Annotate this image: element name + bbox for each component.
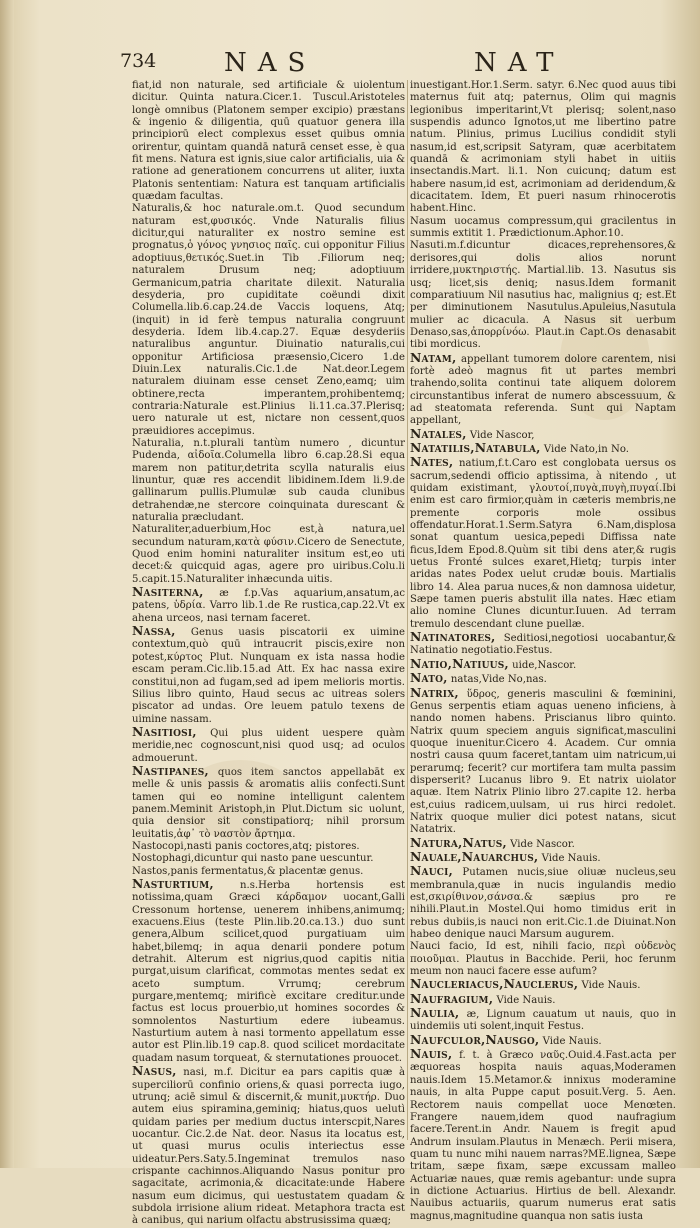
- dictionary-entry: [132, 625, 405, 726]
- dictionary-entry: [132, 438, 405, 524]
- entry-headword: Natales,: [410, 425, 467, 441]
- dictionary-entry: [410, 80, 676, 216]
- entry-headword: Naufragium,: [410, 990, 494, 1006]
- dictionary-entry: [410, 684, 676, 837]
- entry-headword: Natatilis,Natabula,: [410, 439, 541, 455]
- entry-text: Naturaliter,aduerbium,Hoc est,à natura,uel secundum naturam,κατὰ φύσιν.Cicero de Senectute, Quod enim homini naturaliter insitum est,eo uti decet:& quicquid agas, agere pro uiribus.Colu.li 5.capit.15.Naturaliter inhæcunda uitis.: [132, 524, 405, 585]
- entry-headword: Natinatores,: [410, 629, 496, 645]
- entry-text: fiat,id non naturale, sed artificiale & uiolentum dicitur. Quinta natura.Cicer.1. Tuscul.Aristoteles longè omnibus (Platonem semper excipio) præstans & ingenio & diligentia, quū quatuor genera illa principiorū elect complexus esset quibus omnia orirentur, quintam quandā naturā censet esse, è qua fit mens. Natura est ignis,siue calor artificialis, uia & ratione ad generationem concurrens ut aliter, iuxta Platonis sententiam: Natura est tanquam artificialis quædam facultas.: [132, 80, 405, 203]
- dictionary-entry: [410, 941, 676, 978]
- entry-text: inuestigant.Hor.1.Serm. satyr. 6.Nec quod auus tibi maternus fuit atq; paternus, Olim qui magnis legionibus imperitarint,Vt plerisq; solent,naso suspendis adunco Ignotos,ut me libertino patre natum. Plinius, primus Lucilius condidit styli nasum,id est,scripsit Satyram, quæ acerbitatem quandā & acrimoniam styli habet in uitiis insectandis.Mart. li.1. Non cuicunq; datum est habere nasum,id est, acrimoniam ad deridendum,& dicacitatem. Idem, Et pueri nasum rhinocerotis habent.Hinc.: [410, 80, 676, 215]
- dictionary-entry: [410, 349, 676, 428]
- entry-headword: Naulia,: [410, 1005, 460, 1021]
- dictionary-entry: [132, 524, 405, 586]
- dictionary-entry: [132, 203, 405, 438]
- entry-headword: Nauci,: [410, 863, 454, 879]
- entry-text: Nostophagi,dicuntur qui nasto pane uescuntur.: [132, 853, 374, 865]
- entry-text: Seditiosi,negotiosi uocabantur,& Natinatio negotiatio.Festus.: [410, 633, 676, 657]
- entry-headword: Nato,: [410, 670, 448, 686]
- entry-text: appellant tumorem dolore carentem, nisi fortè adeò magnus fit ut partes membri trahendo,solita continui tate aliquem dolorem circunstantibus inferat de numero abscessuum, & ad steatomata referenda. Sunt qui Naptam appellant,: [410, 353, 676, 427]
- entry-text: Vide Nauis.: [542, 1035, 602, 1047]
- entry-text: f. t. à Græco ναῦς.Ouid.4.Fast.acta per æquoreas hospita nauis aquas,Moderamen nauis.Idem 15.Metamor.& innixus moderamine nauis, in alta Puppe caput posuit.Verg. 5. Aen. Rectorem nauis compellat uoce Menœten. Frangere nauem,idem quod naufragium facere.Terent.in Andr. Nauem is fregit apud Andrum insulam.Plautus in Menæch. Perii misera, quam tu nunc mihi nauem narras?ME.lignea, Sæpe tritam, sæpe fixam, sæpe excussam malleo Actuariæ naues, quæ remis agebantur: unde supra in dictione Actuarius. Hirtius de bell. Alexandr. Nauibus actuariis, quarum numerus erat satis magnus,magnitudine quanqua non satis iusta: [410, 1050, 676, 1222]
- entry-text: nasi, m.f. Dicitur ea pars capitis quæ à superciliorū confinio oriens,& quasi porrecta iugo, utrunq; aciē simul & discernit,& munit,μυκτήρ. Duo autem eius spiramina,geminiq; hiatus,quos uelutì quidam paries per medium ductus interscpit,Nares uocantur. Cic.2.de Nat. deor. Nasus ita locatus est, ut quasi murus oculis interiectus esse uideatur.Pers.Saty.5.Ingeminat tremulos naso crispante cachinnos.Aliquando Nasus ponitur pro sagacitate, acrimonia,& dicacitate:unde Habere nasum eum dicimus, qui uestustatem quadam & subdola irrisione alium rideat. Metaphora tracta est à canibus, qui narium olfactu abstrusissima quæq;: [132, 1067, 405, 1227]
- entry-headword: Nasiterna,: [132, 584, 204, 600]
- left-column: [132, 80, 405, 1228]
- dictionary-entry: [410, 865, 676, 941]
- entry-text: Vide Nauis.: [541, 852, 601, 864]
- entry-text: Nastos,panis fermentatus,& placentæ genus.: [132, 865, 364, 877]
- column-divider: [407, 80, 408, 1140]
- running-head-right: NAT: [474, 48, 565, 78]
- page-number: 734: [120, 50, 157, 72]
- entry-text: Putamen nucis,siue oliuæ nucleus,seu membranula,quæ in nucis ingulandis medio est,σκιρίθινον,σάνσα.& sæpius pro re nihili.Plaut.in Mostel.Qui homo timidus erit in rebus dubiis,is nauci non erit.Cic.1.de Diuinat.Non habeo denique nauci Marsum augurem.: [410, 867, 676, 941]
- entry-headword: Nates,: [410, 454, 454, 470]
- entry-text: Vide Nauis.: [496, 994, 556, 1006]
- entry-text: Nauci facio, Id est, nihili facio, περὶ οὐδενὸς ποιοῦμαι. Plautus in Bacchide. Perii, hoc ferunm meum non nauci facere esse aufum?: [410, 941, 676, 978]
- running-head-left: NAS: [224, 48, 317, 78]
- dictionary-entry: [132, 762, 405, 841]
- entry-headword: Nassa,: [132, 623, 176, 639]
- entry-headword: Naucleriacus,Nauclerus,: [410, 976, 579, 992]
- dictionary-entry: [132, 853, 405, 865]
- entry-text: n.s.Herba hortensis est notissima,quam Græci κάρδαμον uocant,Galli Cressonum hortense, uenerem inhibens,animumq; exacuens.Eius (teste Plin.lib.20.ca.13.) duo sunt genera,Album scilicet,quod purgatiuam uim habet,bilemq; in aqua denarii pondere potum detrahit. Alterum est nigrius,quod capitis nitia purgat,uisum clarificat, commotas mentes sedat ex aceto sumptum. Vrrumq; cerebrum purgare,mentemq; mirificè excitare creditur.unde factus est locus prouerbio,ut homines socordes & somnolentos Nasturtium edere iubeamus. Nasturtium autem à nasi tormento appellatum esse autor est Plin.lib.19 cap.8. quod scilicet mordacitate quadam nasum torqueat, & sternutationes prouocet.: [132, 880, 405, 1064]
- entry-headword: Natio,Natiuus,: [410, 655, 509, 671]
- entry-headword: Natam,: [410, 349, 457, 365]
- entry-text: Naturalia, n.t.plurali tantùm numero , dicuntur Pudenda, αἰδοῖα.Columella libro 6.cap.28.Si equa marem non patitur,detrita scylla naturalis eius linuntur, quæ res accendit libidinem.Idem li.9.de gallinarum pullis.Plumulæ sub cauda clunibus detrahendæ,ne stercore coinquinata durescant & naturalia præcludant.: [132, 437, 405, 524]
- dictionary-entry: [410, 655, 676, 672]
- entry-text: Naturalis,& hoc naturale.om.t. Quod secundum naturam est,φυσικός. Vnde Naturalis filius dicitur,qui naturaliter ex nostro semine est prognatus,ὁ γόνος γνησιος παῖς. cui opponitur Filius adoptiuus,θετικός.Suet.in Tib .Filiorum neq; naturalem Drusum neq; adoptiuum Germanicum,patria charitate dilexit. Naturalia desyderia, pro cupiditate coëundi dixit Columella.lib.6.cap.24.de Vaccis loquens, Atq; (inquit) in id ferè tempus naturalia congruunt desyderia. Idem lib.4.cap.27. Equæ desyderiis naturalibus anguntur. Diuinatio naturalis,cui opponitur Artificiosa præsensio,Cicero 1.de Diuin.Lex naturalis.Cic.1.de Nat.deor.Legem naturalem diuinam esse censet Zeno,eamq; uim obtinere,recta imperantem,prohibentemq; contraria:Naturale est.Plinius li.11.ca.37.Plerisq; uero naturale ut est, nictare non cessent,quos præuidiores accepimus.: [132, 203, 405, 437]
- dictionary-entry: [132, 586, 405, 625]
- dictionary-entry: [410, 216, 676, 241]
- dictionary-entry: [410, 1048, 676, 1223]
- right-column: [410, 80, 676, 1223]
- entry-text: Vide Nascor.: [510, 838, 575, 850]
- entry-text: Nastocopi,nasti panis coctores,atq; pistores.: [132, 840, 360, 852]
- dictionary-entry: [132, 878, 405, 1065]
- entry-text: uide,Nascor.: [512, 659, 577, 671]
- entry-text: æ, Lignum cauatum ut nauis, quo in uindemiis uti solent,inquit Festus.: [410, 1009, 676, 1033]
- entry-headword: Nasitiosi,: [132, 723, 197, 739]
- entry-headword: Natura,Natus,: [410, 834, 507, 850]
- dictionary-entry: [410, 456, 676, 631]
- page-edge: [0, 0, 14, 1168]
- entry-text: natas,Vide No,nas.: [450, 674, 547, 686]
- dictionary-entry: [132, 723, 405, 765]
- entry-text: Vide Nascor,: [469, 429, 535, 441]
- entry-text: quos item sanctos appellabāt ex melle & unis passis & aromatis aliis confecti.Sunt tamen qui eo nomine intelligunt calentem panem.Meminit Aristoph,in Plut.Dictum sic uolunt, quia densior sit constipatiorq; nihil prorsum leuitatis,ἀφ᾽ τὸ ναστὸν ἄρτημα.: [132, 766, 405, 840]
- entry-text: Vide Nato,in No.: [543, 443, 629, 455]
- entry-headword: Nasturtium,: [132, 876, 214, 891]
- entry-text: Qui plus uident uespere quàm meridie,nec cognoscunt,nisi quod usq; ad oculos admouerunt.: [132, 727, 405, 764]
- dictionary-entry: [410, 240, 676, 351]
- entry-text: Nasum uocamus compressum,qui gracilentus in summis extitit 1. Prædictionum.Aphor.10.: [410, 215, 676, 240]
- entry-text: ὕδρος, generis masculini & fœminini, Genus serpentis etiam aquas ueneno inficiens, à nando nomen habens. Priscianus libro quinto. Natrix quum speciem anguis significat,masculini quoque inuenitur.Cicero 4. Academ. Cur omnia nostri causa quum faceret,tantam uim natricum,ui perarumq; fecerit? cur mortifera tam multa passim disperserit? Lucanus libro 9. Et natrix uiolator aquæ. Item Natrix Plinio libro 27.capite 12. herba est,cuius radicem,uulsam, ui rus hirci redolet. Natrix quoque mulier dici potest natans, sicut Natatrix.: [410, 688, 676, 836]
- entry-headword: Naufculor,Nausgo,: [410, 1031, 540, 1047]
- entry-text: Vide Nauis.: [581, 980, 641, 992]
- entry-text: æ f.p.Vas aquarium,ansatum,ac patens, ὑδρία. Varro lib.1.de Re rustica,cap.22.Vt ex ahena urceos, nasi ternam faceret.: [132, 588, 405, 624]
- dictionary-entry: [410, 631, 676, 658]
- running-header: [0, 48, 700, 78]
- entry-headword: Nastipanes,: [132, 762, 209, 778]
- dictionary-entry: [132, 80, 405, 203]
- dictionary-entry: [132, 1065, 405, 1227]
- entry-headword: Nasus,: [132, 1063, 177, 1079]
- entry-headword: Nauis,: [410, 1046, 453, 1062]
- entry-headword: Nauale,Nauarchus,: [410, 848, 539, 864]
- entry-text: Genus uasis piscatorii ex uimine contextum,quò quū intraucrit piscis,exire non potest,κύρτος Plut. Nunquam ex ista nassa hodie escam peram.Cic.lib.15.ad Att. Ex hac nassa exire constitui,non ad fugam,sed ad ipem melioris mortis. Silius libro quinto, Haud secus ac uitreas solers piscator ad undas. Ore leuem patulo texens de uimine nassam.: [132, 627, 405, 725]
- entry-headword: Natrix,: [410, 684, 459, 700]
- entry-text: natium,f.t.Caro est conglobata uersus os sacrum,sedendi officio aptissima, à nitendo , ut quidam existimant, γλουτοί,πυγὰ,πυγὴ,πυγαί.Ibi enim est caro firmior,quàm in cæteris membris,ne premente corporis mole ossibus offendatur.Horat.1.Serm.Satyra 6.Nam,displosa sonat quantum uesica,pepedi Diffissa nate ficus,Idem Epod.8.Quùm sit tibi dens ater,& rugis uetus Fronté sulces exaret,Hietq; turpis inter aridas nates Podex uelut crudæ bouis. Martialis libro 14. Alea parua nuces,& non damnosa uidetur, Sæpe tamen pueris abstulit illa nates. Hæc etiam alio nomine Clunes dicuntur.Iuuen. Ad terram tremulo descendant clune puellæ.: [410, 458, 676, 630]
- dictionary-entry: [132, 841, 405, 853]
- dictionary-entry: [410, 1007, 676, 1034]
- entry-text: Nasuti.m.f.dicuntur dicaces,reprehensores,& derisores,qui dolis alios norunt irridere,μυκτηριστής. Martial.lib. 13. Nasutus sis usq; licet,sis deniq; nasus.Idem formanit comparatiuum Nil nasutius hac, malignius q; est.Et per diminutionem Nasutulus.Apuleius,Nasutula mulier ac dicacula. A Nasus sit uerbum Denaso,sas,ἀπορρίνόω. Plaut.in Capt.Os denasabit tibi mordicus.: [410, 240, 676, 351]
